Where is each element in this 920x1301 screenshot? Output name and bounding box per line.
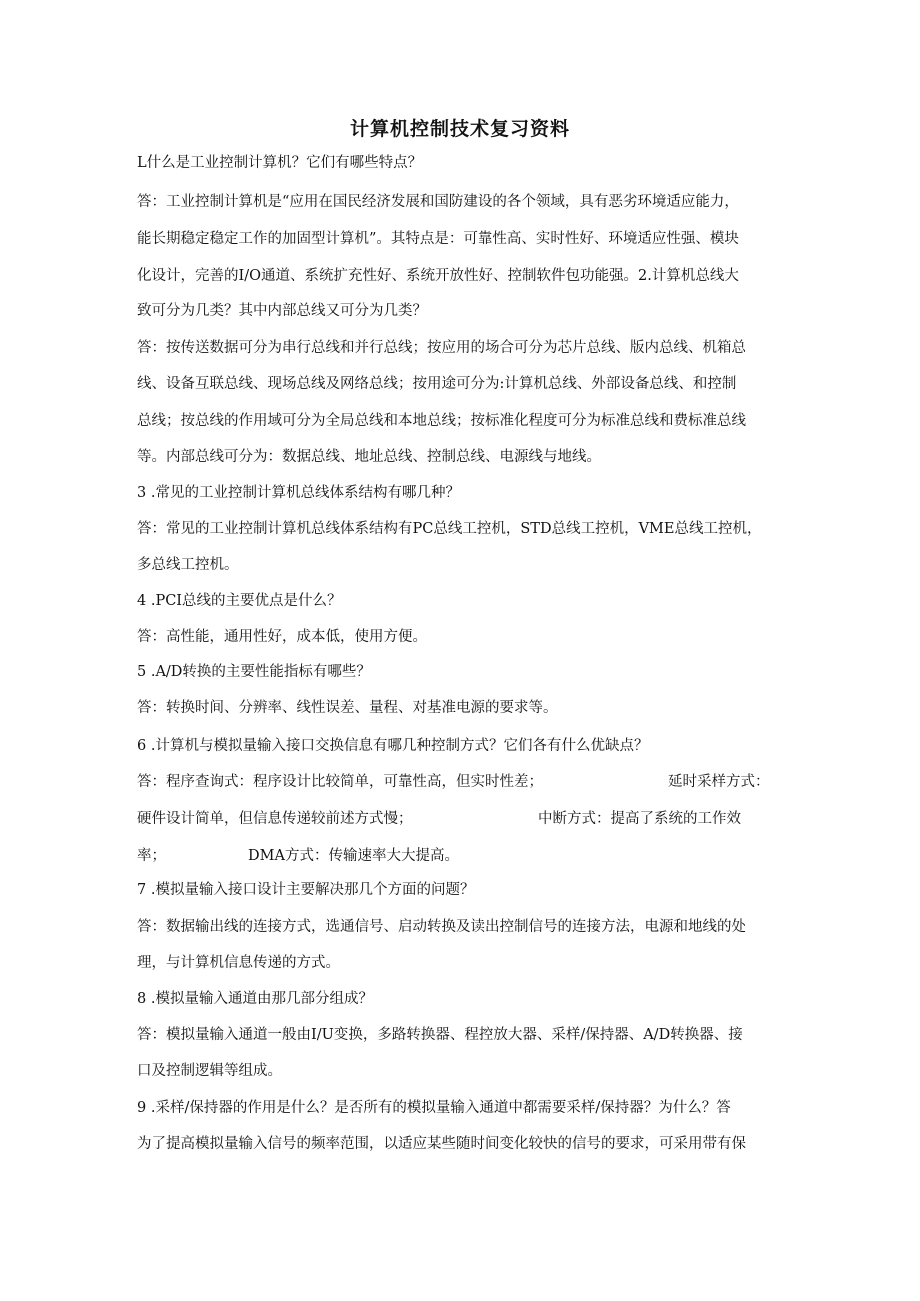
answer-6-efficiency-end: 率；	[137, 848, 166, 864]
answer-8-line-2: 口及控制逻辑等组成。	[137, 1063, 282, 1079]
document-title: 计算机控制技术复习资料	[349, 118, 570, 140]
answer-6-interrupt: 中断方式：提高了系统的工作效	[538, 811, 741, 827]
answer-8-line-1: 答：模拟量输入通道一般由I/U变换，多路转换器、程控放大器、采样/保持器、A/D转换器、接	[137, 1027, 743, 1043]
answer-1-line-3: 化设计，完善的I/O通道、系统扩充性好、系统开放性好、控制软件包功能强。2.计算机总线大	[137, 268, 739, 284]
answer-1-line-1: 答：工业控制计算机是“应用在国民经济发展和国防建设的各个领域，具有恶劣环境适应能力，	[137, 194, 739, 210]
answer-3-line-1: 答：常见的工业控制计算机总线体系结构有PC总线工控机，STD总线工控机，VME总线工控机，	[137, 521, 762, 537]
question-8: 8 .模拟量输入通道由那几部分组成？	[137, 991, 373, 1007]
answer-6-delay-detail: 硬件设计简单，但信息传递较前述方式慢；	[137, 811, 413, 827]
answer-5: 答：转换时间、分辨率、线性误差、量程、对基准电源的要求等。	[137, 700, 558, 716]
answer-2-line-3: 总线；按总线的作用域可分为全局总线和本地总线；按标准化程度可分为标准总线和费标准总线	[137, 413, 746, 429]
answer-1-line-2: 能长期稳定稳定工作的加固型计算机”。其特点是：可靠性高、实时性好、环境适应性强、模块	[137, 231, 739, 247]
answer-2-line-4: 等。内部总线可分为：数据总线、地址总线、控制总线、电源线与地线。	[137, 449, 601, 465]
question-4: 4 .PCI总线的主要优点是什么？	[137, 593, 342, 609]
answer-6-dma: DMA方式：传输速率大大提高。	[248, 848, 459, 864]
question-2-line-2: 致可分为几类？其中内部总线又可分为几类？	[137, 303, 427, 319]
answer-9-line-1: 为了提高模拟量输入信号的频率范围，以适应某些随时间变化较快的信号的要求，可采用带有保	[137, 1136, 746, 1152]
question-5: 5 .A/D转换的主要性能指标有哪些？	[137, 664, 371, 680]
question-1: L什么是工业控制计算机？它们有哪些特点？	[137, 155, 423, 171]
answer-2-line-2: 线、设备互联总线、现场总线及网络总线；按用途可分为:计算机总线、外部设备总线、和控制	[137, 376, 737, 392]
answer-4: 答：高性能，通用性好，成本低，使用方便。	[137, 629, 427, 645]
question-3: 3 .常见的工业控制计算机总线体系结构有哪几种？	[137, 485, 460, 501]
answer-3-line-2: 多总线工控机。	[137, 557, 239, 573]
answer-6-delay-sampling: 延时采样方式：	[668, 774, 770, 790]
question-7: 7 .模拟量输入接口设计主要解决那几个方面的问题？	[137, 882, 475, 898]
question-9: 9 .采样/保持器的作用是什么？是否所有的模拟量输入通道中都需要采样/保持器？为什么？答	[137, 1100, 731, 1116]
answer-7-line-2: 理，与计算机信息传递的方式。	[137, 955, 340, 971]
question-6: 6 .计算机与模拟量输入接口交换信息有哪几种控制方式？它们各有什么优缺点？	[137, 738, 649, 754]
answer-2-line-1: 答：按传送数据可分为串行总线和并行总线；按应用的场合可分为芯片总线、版内总线、机箱总	[137, 340, 746, 356]
answer-7-line-1: 答：数据输出线的连接方式，选通信号、启动转换及读出控制信号的连接方法，电源和地线的处	[137, 919, 746, 935]
answer-6-polling: 答：程序查询式：程序设计比较简单，可靠性高，但实时性差；	[137, 774, 543, 790]
